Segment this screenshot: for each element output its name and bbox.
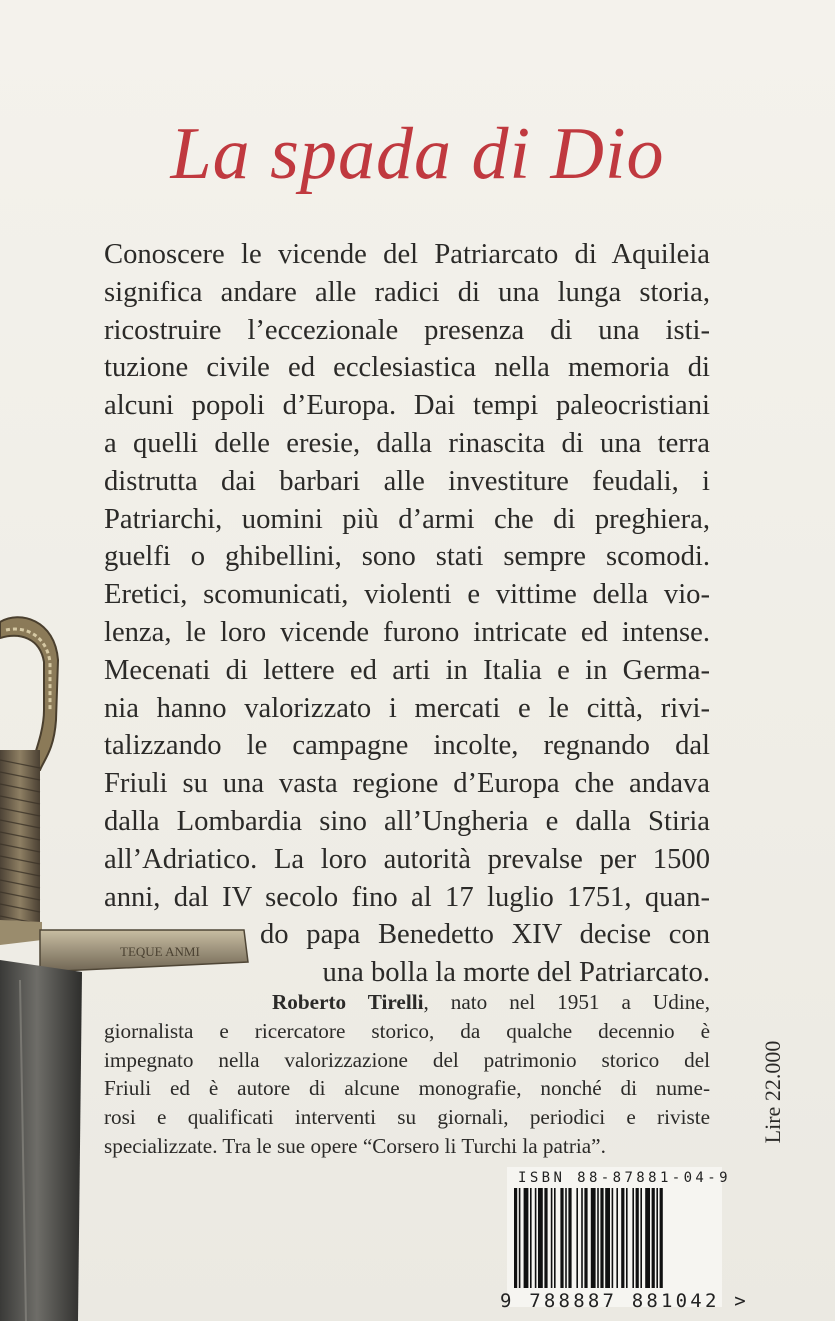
blurb-line: nia hanno valorizzato i mercati e le città, rivi-: [104, 692, 710, 724]
author-bio: [104, 988, 710, 1161]
barcode-bar: [636, 1188, 639, 1288]
barcode-bar: [600, 1188, 603, 1288]
barcode-bar: [621, 1188, 624, 1288]
bio-line: Friuli ed è autore di alcune monografie, nonché di nume-: [104, 1076, 710, 1101]
barcode-bar: [514, 1188, 517, 1288]
blurb-line: Patriarchi, uomini più d’armi che di preghiera,: [104, 503, 710, 535]
blurb-line: una bolla la morte del Patriarcato.: [322, 957, 710, 989]
barcode-bar: [565, 1188, 567, 1288]
blurb-line: alcuni popoli d’Europa. Dai tempi paleocristiani: [104, 390, 710, 422]
blurb-line: all’Adriatico. La loro autorità prevalse per 1500: [104, 843, 710, 875]
blurb-line: Eretici, scomunicati, violenti e vittime della vio-: [104, 579, 710, 611]
blurb-line: Conoscere le vicende del Patriarcato di Aquileia: [104, 239, 710, 270]
bio-line: specializzate. Tra le sue opere “Corsero li Turchi la patria”.: [104, 1133, 606, 1158]
blurb-line: a quelli delle eresie, dalla rinascita di una terra: [104, 427, 710, 459]
price-text: Lire 22.000: [760, 1040, 785, 1144]
blurb-line: anni, dal IV secolo fino al 17 luglio 1751, quan-: [104, 881, 710, 913]
blurb-line: guelfi o ghibellini, sono stati sempre scomodi.: [104, 541, 710, 573]
bio-line: rosi e qualificati interventi su giornali, periodici e riviste: [104, 1105, 710, 1130]
barcode-bar: [554, 1188, 556, 1288]
author-name: Roberto Tirelli: [272, 990, 424, 1014]
barcode: [514, 1188, 714, 1288]
price-label: [758, 1022, 788, 1162]
blurb-line: Friuli su una vasta regione d’Europa che andava: [104, 768, 710, 800]
barcode-bar: [632, 1188, 634, 1288]
barcode-bar: [551, 1188, 553, 1288]
book-title: La spada di Dio: [170, 113, 665, 195]
barcode-bar: [626, 1188, 628, 1288]
barcode-bar: [597, 1188, 599, 1288]
blurb-line: significa andare alle radici di una lunga storia,: [104, 276, 710, 308]
barcode-bar: [660, 1188, 663, 1288]
barcode-bar: [576, 1188, 578, 1288]
sword-inscription: TEQUE ANMI: [120, 944, 200, 959]
barcode-bar: [652, 1188, 655, 1288]
barcode-bar: [612, 1188, 614, 1288]
blurb-line: dalla Lombardia sino all’Ungheria e dalla Stiria: [104, 805, 710, 837]
barcode-bar: [535, 1188, 537, 1288]
isbn-text: ISBN 88-87881-04-9: [518, 1170, 731, 1186]
barcode-bar: [524, 1188, 529, 1288]
barcode-bar: [640, 1188, 642, 1288]
bio-line: impegnato nella valorizzazione del patrimonio storico del: [104, 1047, 710, 1072]
blurb-line: do papa Benedetto XIV decise con: [260, 919, 710, 951]
barcode-bar: [645, 1188, 650, 1288]
barcode-bar: [584, 1188, 587, 1288]
blurb-line: ricostruire l’eccezionale presenza di una isti-: [104, 314, 710, 346]
bio-first-rest: , nato nel 1951 a Udine,: [423, 990, 710, 1014]
barcode-bar: [530, 1188, 532, 1288]
barcode-bar: [605, 1188, 610, 1288]
barcode-bar: [656, 1188, 658, 1288]
blurb-line: distrutta dai barbari alle investiture feudali, i: [104, 465, 710, 497]
bio-line: [104, 988, 710, 1017]
blurb-line: Mecenati di lettere ed arti in Italia e in Germa-: [104, 654, 710, 686]
barcode-bar: [581, 1188, 583, 1288]
barcode-bar: [616, 1188, 618, 1288]
ean-number: 9 788887 881042 >: [500, 1290, 749, 1312]
barcode-bar: [591, 1188, 596, 1288]
blurb-line: lenza, le loro vicende furono intricate ed intense.: [104, 616, 710, 648]
barcode-bar: [544, 1188, 547, 1288]
blurb: [104, 236, 710, 992]
barcode-bar: [519, 1188, 521, 1288]
bio-line: giornalista e ricercatore storico, da qualche decennio è: [104, 1018, 710, 1043]
barcode-bar: [560, 1188, 563, 1288]
blurb-line: talizzando le campagne incolte, regnando dal: [104, 730, 710, 762]
barcode-bar: [538, 1188, 543, 1288]
blurb-line: tuzione civile ed ecclesiastica nella memoria di: [104, 352, 710, 384]
barcode-bar: [568, 1188, 571, 1288]
